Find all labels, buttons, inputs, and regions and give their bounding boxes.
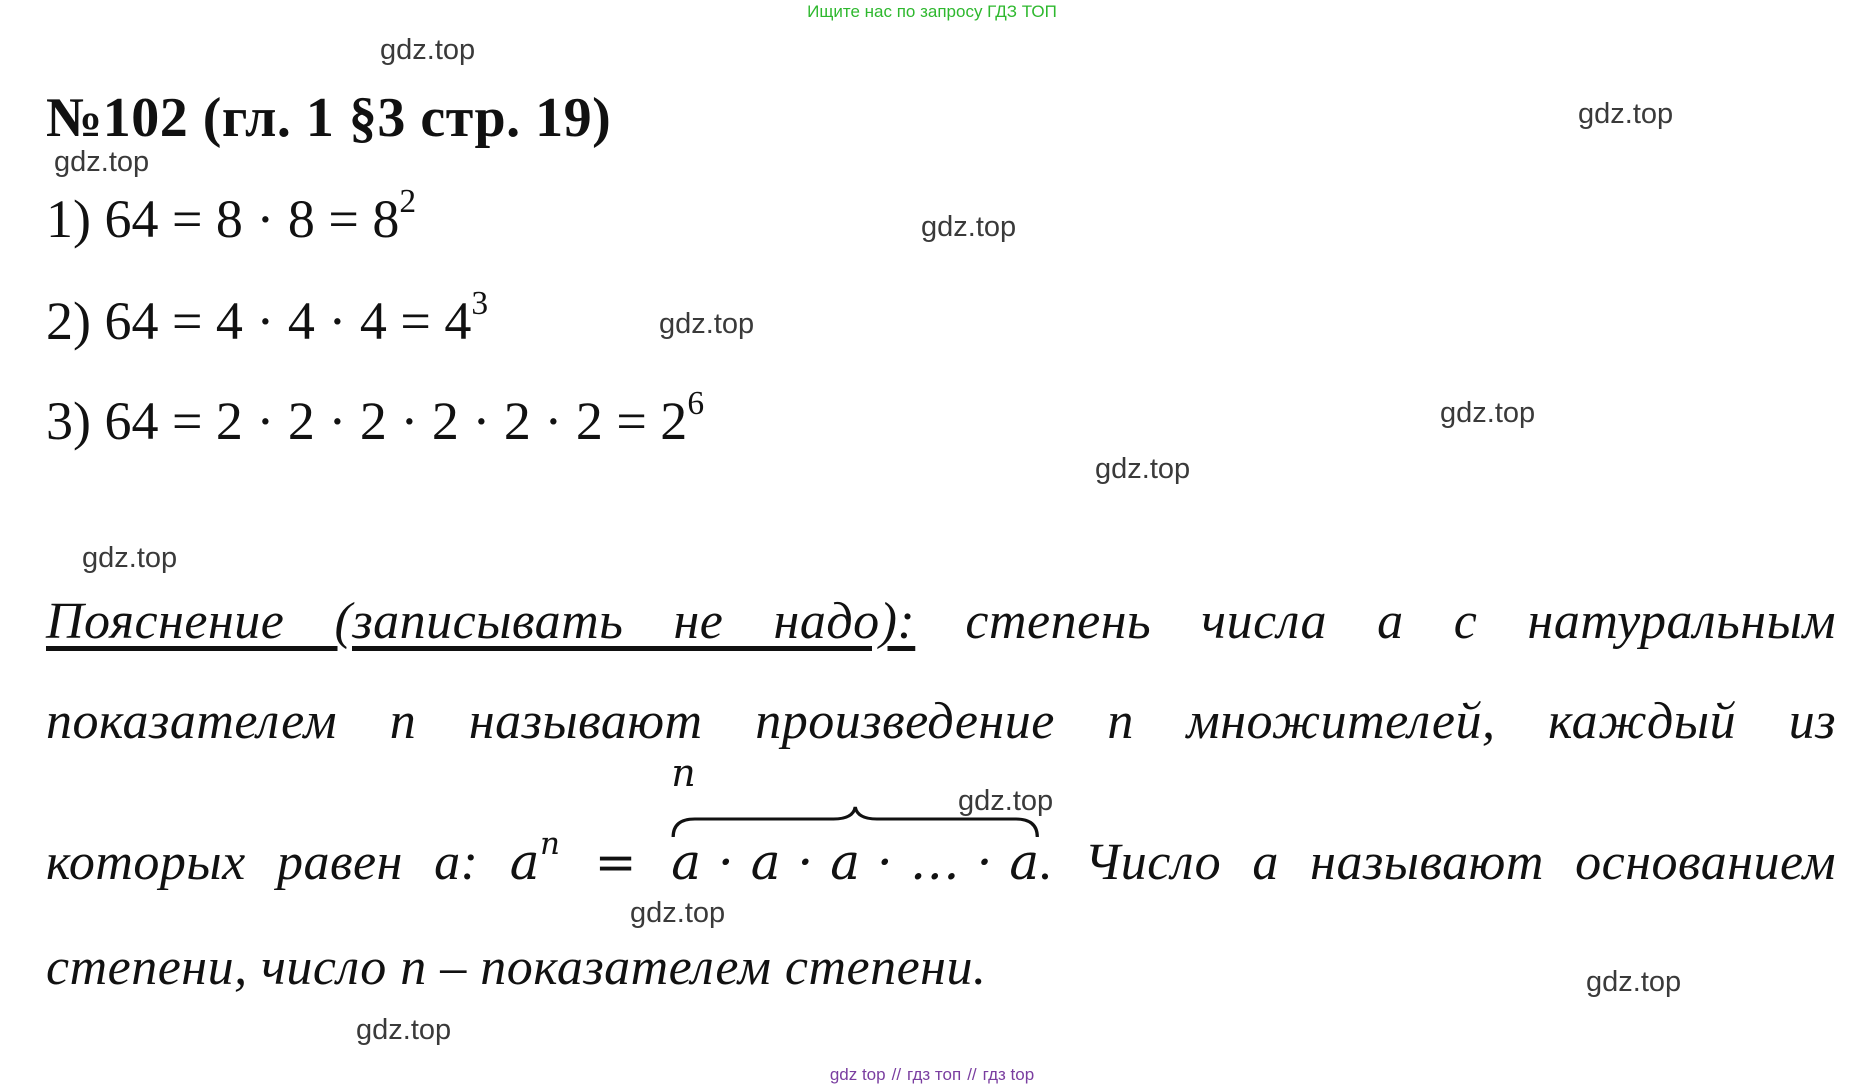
solution-expression: 3) 64 = 2 · 2 · 2 · 2 · 2 · 2 = 2 (46, 391, 688, 451)
formula-equals: = (560, 833, 672, 891)
overbrace-label: n (671, 751, 697, 795)
footer-link[interactable]: gdz top (829, 1065, 886, 1084)
formula-product: a · a · a · … · a (671, 833, 1040, 891)
overbrace-icon (671, 805, 1039, 839)
solution-line-1 (46, 182, 417, 250)
footer-links (0, 1065, 1864, 1085)
solution-exponent: 6 (687, 384, 705, 422)
explanation-heading: Пояснение (записывать не надо): (46, 593, 916, 650)
watermark: gdz.top (958, 785, 1054, 817)
watermark: gdz.top (54, 146, 150, 178)
watermark: gdz.top (356, 1014, 452, 1046)
watermark: gdz.top (1578, 98, 1674, 130)
solution-expression: 1) 64 = 8 · 8 = 8 (46, 189, 400, 249)
solution-exponent: 2 (399, 182, 417, 220)
explanation-line-4: степени, число n – показателем степени. (46, 939, 987, 996)
footer-link[interactable]: гдз top (982, 1065, 1035, 1084)
watermark: gdz.top (630, 897, 726, 929)
watermark: gdz.top (1440, 397, 1536, 429)
explanation-text: которых равен a: (46, 834, 510, 891)
watermark: gdz.top (659, 308, 755, 340)
explanation-line-2: показателем n называют произведение n множителей, каждый из (46, 693, 1836, 750)
explanation-text: степень числа a с натуральным (915, 593, 1837, 650)
watermark: gdz.top (1586, 966, 1682, 998)
watermark: gdz.top (921, 211, 1017, 243)
exercise-title: №102 (гл. 1 §3 стр. 19) (46, 87, 612, 149)
search-hint: Ищите нас по запросу ГДЗ ТОП (807, 2, 1057, 21)
solution-exponent: 3 (471, 284, 489, 322)
explanation-line-1 (46, 592, 1836, 651)
watermark: gdz.top (1095, 453, 1191, 485)
footer-separator: // (891, 1065, 902, 1084)
solution-line-2 (46, 284, 489, 352)
footer-separator: // (967, 1065, 977, 1084)
watermark: gdz.top (380, 34, 476, 66)
solution-expression: 2) 64 = 4 · 4 · 4 = 4 (46, 291, 472, 351)
watermark: gdz.top (82, 542, 178, 574)
footer-link[interactable]: гдз топ (907, 1065, 962, 1084)
formula-base: a (509, 833, 541, 891)
explanation-text: . Число a называют основанием (1039, 834, 1837, 891)
formula-exponent: n (540, 826, 561, 863)
solution-line-3 (46, 384, 705, 452)
